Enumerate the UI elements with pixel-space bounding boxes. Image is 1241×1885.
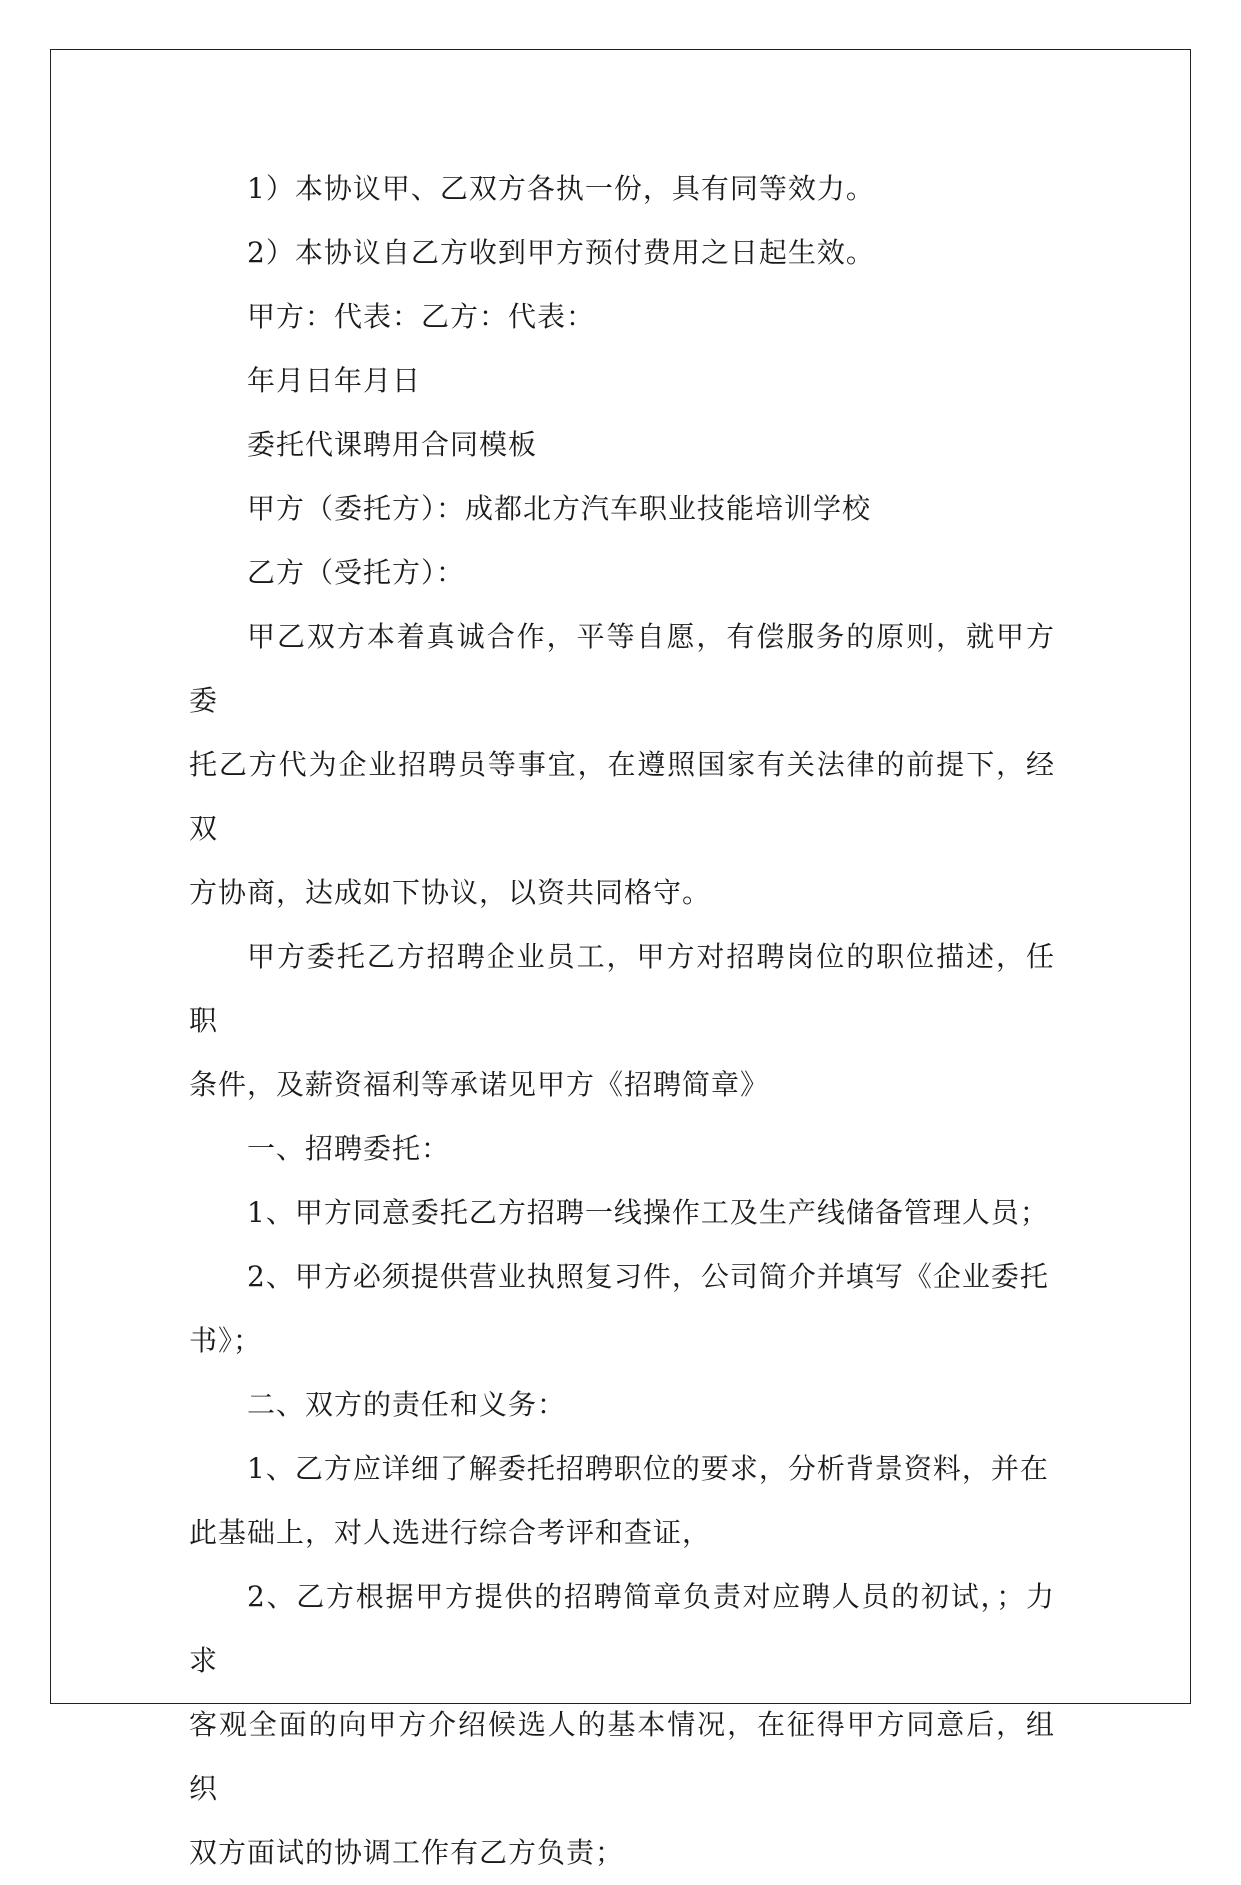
paragraph xyxy=(189,477,1055,541)
text-line: 甲方（委托方）：成都北方汽车职业技能培训学校 xyxy=(247,492,872,525)
paragraph xyxy=(189,541,1055,605)
text-line: 条件，及薪资福利等承诺见甲方《招聘简章》 xyxy=(189,1068,770,1101)
paragraph xyxy=(189,1437,1055,1565)
text-line: 甲方委托乙方招聘企业员工，甲方对招聘岗位的职位描述，任职 xyxy=(189,940,1055,1037)
text-line: 双方面试的协调工作有乙方负责； xyxy=(189,1836,625,1869)
paragraph xyxy=(189,1245,1055,1373)
text-line: 1）本协议甲、乙双方各执一份，具有同等效力。 xyxy=(247,172,875,205)
text-line: 乙方（受托方）： xyxy=(247,556,466,589)
text-line: 一、招聘委托： xyxy=(247,1132,451,1165)
text-line: 甲乙双方本着真诚合作，平等自愿，有偿服务的原则，就甲方委 xyxy=(189,620,1055,717)
text-line: 书》； xyxy=(189,1324,263,1357)
text-line: 方协商，达成如下协议，以资共同格守。 xyxy=(189,876,712,909)
text-line: 2、乙方根据甲方提供的招聘简章负责对应聘人员的初试，；力求 xyxy=(189,1580,1055,1677)
text-line: 甲方：代表：乙方：代表： xyxy=(247,300,596,333)
text-line: 2、甲方必须提供营业执照复习件，公司简介并填写《企业委托 xyxy=(247,1260,1049,1293)
paragraph xyxy=(189,157,1055,221)
section-heading xyxy=(189,1117,1055,1181)
text-line: 二、双方的责任和义务： xyxy=(247,1388,567,1421)
text-line: 1、甲方同意委托乙方招聘一线操作工及生产线储备管理人员； xyxy=(247,1196,1049,1229)
paragraph xyxy=(189,1181,1055,1245)
paragraph xyxy=(189,285,1055,349)
text-line: 年月日年月日 xyxy=(247,364,422,397)
text-line: 此基础上，对人选进行综合考评和查证， xyxy=(189,1516,712,1549)
text-line: 2）本协议自乙方收到甲方预付费用之日起生效。 xyxy=(247,236,875,269)
section-heading xyxy=(189,1373,1055,1437)
text-line: 1、乙方应详细了解委托招聘职位的要求，分析背景资料，并在 xyxy=(247,1452,1049,1485)
paragraph xyxy=(189,925,1055,1117)
document-body xyxy=(189,157,1055,1885)
text-line: 委托代课聘用合同模板 xyxy=(247,428,538,461)
paragraph xyxy=(189,349,1055,413)
text-line: 托乙方代为企业招聘员等事宜，在遵照国家有关法律的前提下，经双 xyxy=(189,748,1055,845)
paragraph xyxy=(189,221,1055,285)
paragraph xyxy=(189,1565,1055,1885)
text-line: 客观全面的向甲方介绍候选人的基本情况，在征得甲方同意后，组织 xyxy=(189,1708,1055,1805)
paragraph xyxy=(189,605,1055,925)
section-title xyxy=(189,413,1055,477)
